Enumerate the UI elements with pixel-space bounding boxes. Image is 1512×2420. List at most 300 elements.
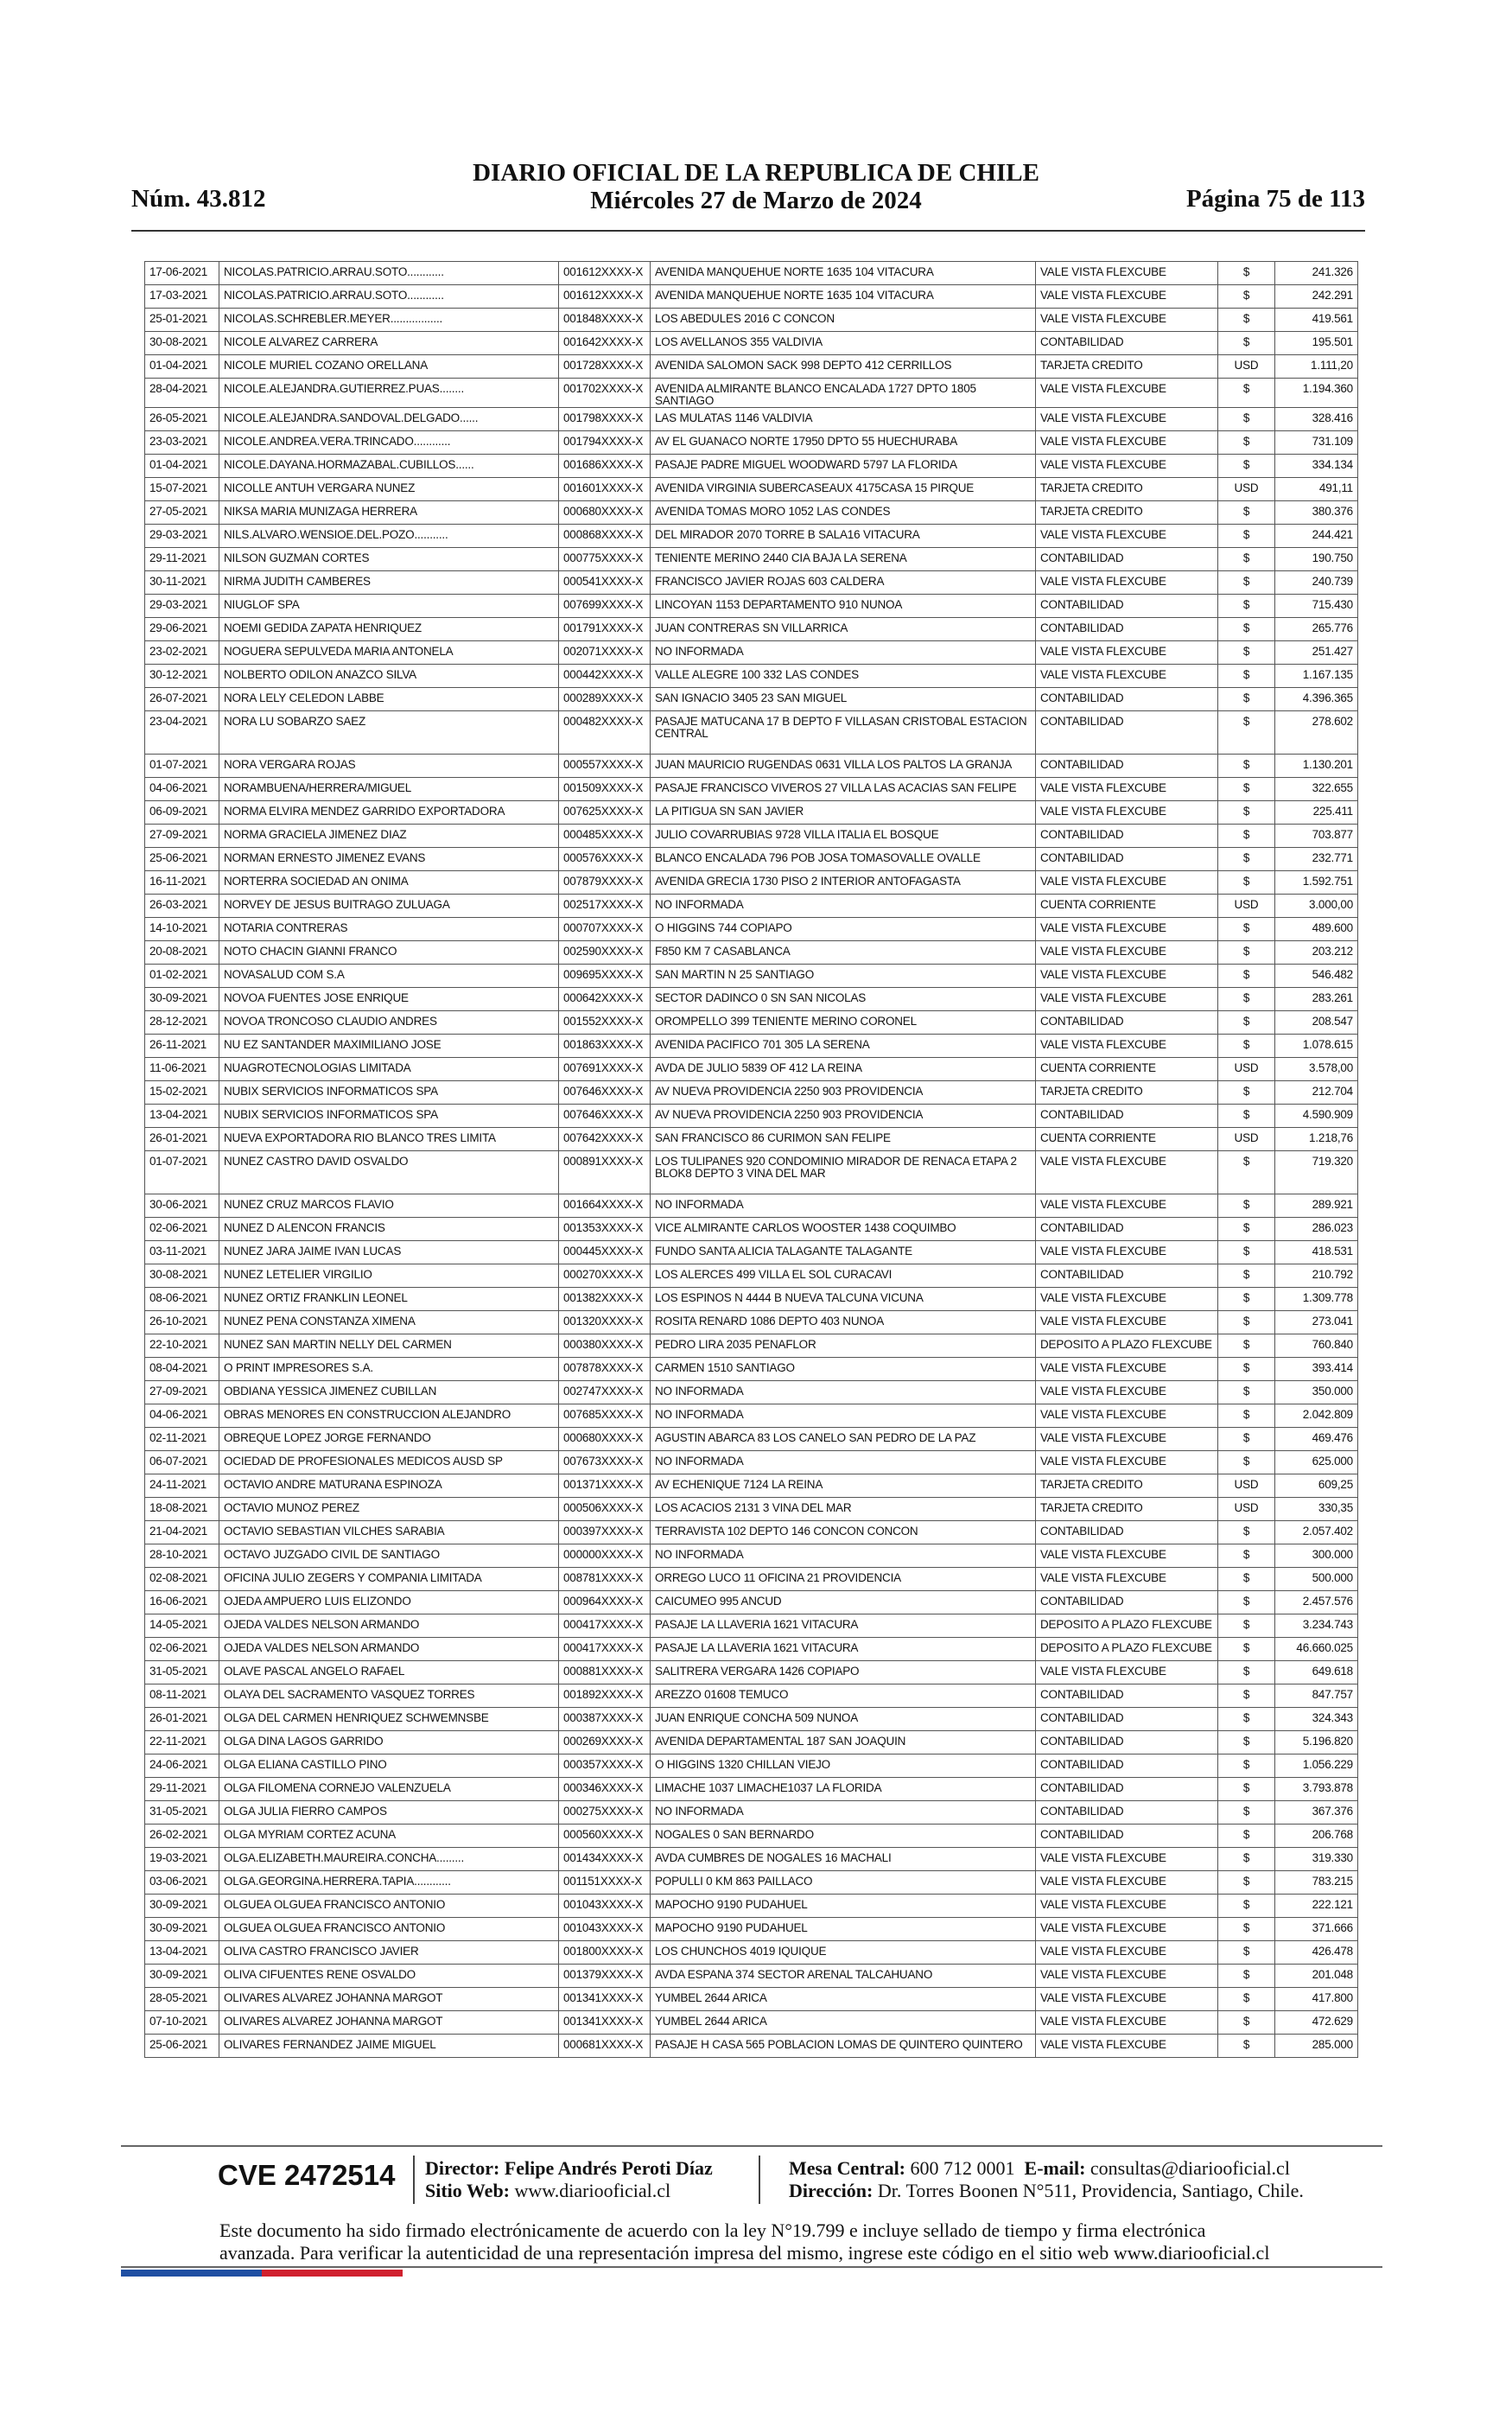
rut-cell: 001552XXXX-X: [559, 1011, 651, 1035]
rut-cell: 001601XXXX-X: [559, 478, 651, 501]
table-row: [145, 1638, 1358, 1661]
address-cell: SECTOR DADINCO 0 SN SAN NICOLAS: [651, 988, 1036, 1011]
currency-cell: $: [1218, 1311, 1275, 1334]
currency-cell: $: [1218, 1731, 1275, 1754]
product-cell: VALE VISTA FLEXCUBE: [1036, 918, 1218, 941]
currency-cell: $: [1218, 1965, 1275, 1988]
rut-cell: 001320XXXX-X: [559, 1311, 651, 1334]
date-cell: 29-03-2021: [145, 595, 219, 618]
currency-cell: $: [1218, 525, 1275, 548]
date-cell: 03-11-2021: [145, 1241, 219, 1264]
currency-cell: $: [1218, 1081, 1275, 1105]
amount-cell: 2.057.402: [1275, 1521, 1358, 1544]
director-name: Felipe Andrés Peroti Díaz: [504, 2157, 713, 2179]
product-cell: VALE VISTA FLEXCUBE: [1036, 285, 1218, 309]
name-cell: OCIEDAD DE PROFESIONALES MEDICOS AUSD SP: [219, 1451, 559, 1474]
date-cell: 30-08-2021: [145, 332, 219, 355]
product-cell: VALE VISTA FLEXCUBE: [1036, 1404, 1218, 1428]
amount-cell: 322.655: [1275, 778, 1358, 801]
table-row: [145, 918, 1358, 941]
address-cell: PASAJE H CASA 565 POBLACION LOMAS DE QUINTERO QUINTERO: [651, 2035, 1036, 2058]
footer-separator: [413, 2156, 415, 2204]
name-cell: OLIVARES FERNANDEZ JAIME MIGUEL: [219, 2035, 559, 2058]
amount-cell: 783.215: [1275, 1871, 1358, 1895]
table-row: [145, 1081, 1358, 1105]
issue-date: Miércoles 27 de Marzo de 2024: [590, 187, 922, 214]
product-cell: CONTABILIDAD: [1036, 1521, 1218, 1544]
date-cell: 21-04-2021: [145, 1521, 219, 1544]
web-link[interactable]: www.diariooficial.cl: [514, 2180, 671, 2201]
product-cell: CONTABILIDAD: [1036, 1801, 1218, 1825]
table-row: [145, 965, 1358, 988]
product-cell: VALE VISTA FLEXCUBE: [1036, 455, 1218, 478]
address-cell: FUNDO SANTA ALICIA TALAGANTE TALAGANTE: [651, 1241, 1036, 1264]
amount-cell: 278.602: [1275, 711, 1358, 755]
date-cell: 01-07-2021: [145, 755, 219, 778]
name-cell: NUAGROTECNOLOGIAS LIMITADA: [219, 1058, 559, 1081]
amount-cell: 1.130.201: [1275, 755, 1358, 778]
address-cell: LIMACHE 1037 LIMACHE1037 LA FLORIDA: [651, 1778, 1036, 1801]
rut-cell: 001612XXXX-X: [559, 285, 651, 309]
amount-cell: 208.547: [1275, 1011, 1358, 1035]
table-row: [145, 641, 1358, 665]
amount-cell: 210.792: [1275, 1264, 1358, 1288]
currency-cell: $: [1218, 801, 1275, 825]
address-cell: NO INFORMADA: [651, 895, 1036, 918]
table-row: [145, 2035, 1358, 2058]
currency-cell: $: [1218, 918, 1275, 941]
currency-cell: $: [1218, 755, 1275, 778]
name-cell: NICOLE ALVAREZ CARRERA: [219, 332, 559, 355]
amount-cell: 715.430: [1275, 595, 1358, 618]
table-row: [145, 1035, 1358, 1058]
table-row: [145, 1614, 1358, 1638]
rut-cell: 001800XXXX-X: [559, 1941, 651, 1965]
date-cell: 27-09-2021: [145, 1381, 219, 1404]
product-cell: CONTABILIDAD: [1036, 1264, 1218, 1288]
address-cell: NO INFORMADA: [651, 1404, 1036, 1428]
name-cell: NORMA GRACIELA JIMENEZ DIAZ: [219, 825, 559, 848]
address-cell: PASAJE PADRE MIGUEL WOODWARD 5797 LA FLORIDA: [651, 455, 1036, 478]
name-cell: NUEVA EXPORTADORA RIO BLANCO TRES LIMITA: [219, 1128, 559, 1151]
name-cell: NOEMI GEDIDA ZAPATA HENRIQUEZ: [219, 618, 559, 641]
product-cell: VALE VISTA FLEXCUBE: [1036, 1428, 1218, 1451]
address-cell: MAPOCHO 9190 PUDAHUEL: [651, 1918, 1036, 1941]
table-row: [145, 1404, 1358, 1428]
table-row: [145, 688, 1358, 711]
table-row: [145, 1591, 1358, 1614]
address-cell: AREZZO 01608 TEMUCO: [651, 1684, 1036, 1708]
amount-cell: 625.000: [1275, 1451, 1358, 1474]
product-cell: VALE VISTA FLEXCUBE: [1036, 1895, 1218, 1918]
name-cell: NORMAN ERNESTO JIMENEZ EVANS: [219, 848, 559, 871]
product-cell: VALE VISTA FLEXCUBE: [1036, 408, 1218, 431]
table-row: [145, 379, 1358, 408]
name-cell: OLGA ELIANA CASTILLO PINO: [219, 1754, 559, 1778]
table-row: [145, 1474, 1358, 1498]
address-cell: VALLE ALEGRE 100 332 LAS CONDES: [651, 665, 1036, 688]
amount-cell: 251.427: [1275, 641, 1358, 665]
rut-cell: 000417XXXX-X: [559, 1614, 651, 1638]
address-cell: PASAJE LA LLAVERIA 1621 VITACURA: [651, 1614, 1036, 1638]
amount-cell: 719.320: [1275, 1151, 1358, 1194]
amount-cell: 3.793.878: [1275, 1778, 1358, 1801]
date-cell: 29-11-2021: [145, 1778, 219, 1801]
table-row: [145, 1381, 1358, 1404]
name-cell: O PRINT IMPRESORES S.A.: [219, 1358, 559, 1381]
rut-cell: 000541XXXX-X: [559, 571, 651, 595]
product-cell: CONTABILIDAD: [1036, 1754, 1218, 1778]
currency-cell: $: [1218, 1334, 1275, 1358]
table-row: [145, 262, 1358, 285]
address-cell: PASAJE FRANCISCO VIVEROS 27 VILLA LAS ACACIAS SAN FELIPE: [651, 778, 1036, 801]
table-row: [145, 408, 1358, 431]
address-cell: BLANCO ENCALADA 796 POB JOSA TOMASOVALLE OVALLE: [651, 848, 1036, 871]
address-cell: AGUSTIN ABARCA 83 LOS CANELO SAN PEDRO DE LA PAZ: [651, 1428, 1036, 1451]
amount-cell: 371.666: [1275, 1918, 1358, 1941]
product-cell: DEPOSITO A PLAZO FLEXCUBE: [1036, 1614, 1218, 1638]
name-cell: NOTO CHACIN GIANNI FRANCO: [219, 941, 559, 965]
name-cell: NUBIX SERVICIOS INFORMATICOS SPA: [219, 1081, 559, 1105]
currency-cell: $: [1218, 778, 1275, 801]
product-cell: CONTABILIDAD: [1036, 825, 1218, 848]
amount-cell: 324.343: [1275, 1708, 1358, 1731]
date-cell: 06-07-2021: [145, 1451, 219, 1474]
amount-cell: 2.457.576: [1275, 1591, 1358, 1614]
table-row: [145, 825, 1358, 848]
address-cell: NO INFORMADA: [651, 1801, 1036, 1825]
address-cell: PASAJE MATUCANA 17 B DEPTO F VILLASAN CRISTOBAL ESTACION CENTRAL: [651, 711, 1036, 755]
currency-cell: $: [1218, 871, 1275, 895]
amount-cell: 350.000: [1275, 1381, 1358, 1404]
date-cell: 30-09-2021: [145, 1918, 219, 1941]
table-row: [145, 332, 1358, 355]
address-cell: SAN IGNACIO 3405 23 SAN MIGUEL: [651, 688, 1036, 711]
address-cell: AVDA ESPANA 374 SECTOR ARENAL TALCAHUANO: [651, 1965, 1036, 1988]
amount-cell: 319.330: [1275, 1848, 1358, 1871]
product-cell: VALE VISTA FLEXCUBE: [1036, 431, 1218, 455]
date-cell: 26-07-2021: [145, 688, 219, 711]
product-cell: CONTABILIDAD: [1036, 332, 1218, 355]
rut-cell: 001612XXXX-X: [559, 262, 651, 285]
name-cell: NIKSA MARIA MUNIZAGA HERRERA: [219, 501, 559, 525]
address-cell: AVENIDA TOMAS MORO 1052 LAS CONDES: [651, 501, 1036, 525]
table-row: [145, 1451, 1358, 1474]
product-cell: VALE VISTA FLEXCUBE: [1036, 309, 1218, 332]
amount-cell: 1.309.778: [1275, 1288, 1358, 1311]
product-cell: VALE VISTA FLEXCUBE: [1036, 778, 1218, 801]
name-cell: OLAVE PASCAL ANGELO RAFAEL: [219, 1661, 559, 1684]
currency-cell: $: [1218, 1801, 1275, 1825]
rut-cell: 001863XXXX-X: [559, 1035, 651, 1058]
currency-cell: $: [1218, 1194, 1275, 1218]
address-cell: PASAJE LA LLAVERIA 1621 VITACURA: [651, 1638, 1036, 1661]
name-cell: NICOLE.DAYANA.HORMAZABAL.CUBILLOS......: [219, 455, 559, 478]
date-cell: 07-10-2021: [145, 2011, 219, 2035]
address-cell: JUAN CONTRERAS SN VILLARRICA: [651, 618, 1036, 641]
product-cell: CONTABILIDAD: [1036, 548, 1218, 571]
name-cell: NUNEZ CRUZ MARCOS FLAVIO: [219, 1194, 559, 1218]
amount-cell: 426.478: [1275, 1941, 1358, 1965]
address-cell: AVENIDA PACIFICO 701 305 LA SERENA: [651, 1035, 1036, 1058]
name-cell: NUNEZ SAN MARTIN NELLY DEL CARMEN: [219, 1334, 559, 1358]
currency-cell: $: [1218, 988, 1275, 1011]
rut-cell: 000485XXXX-X: [559, 825, 651, 848]
currency-cell: $: [1218, 1754, 1275, 1778]
date-cell: 29-06-2021: [145, 618, 219, 641]
rut-cell: 001341XXXX-X: [559, 1988, 651, 2011]
rut-cell: 002590XXXX-X: [559, 941, 651, 965]
product-cell: CONTABILIDAD: [1036, 1731, 1218, 1754]
address-cell: FRANCISCO JAVIER ROJAS 603 CALDERA: [651, 571, 1036, 595]
amount-cell: 609,25: [1275, 1474, 1358, 1498]
currency-cell: $: [1218, 965, 1275, 988]
name-cell: OBREQUE LOPEZ JORGE FERNANDO: [219, 1428, 559, 1451]
currency-cell: $: [1218, 641, 1275, 665]
amount-cell: 489.600: [1275, 918, 1358, 941]
date-cell: 01-02-2021: [145, 965, 219, 988]
amount-cell: 1.078.615: [1275, 1035, 1358, 1058]
currency-cell: $: [1218, 1825, 1275, 1848]
product-cell: CONTABILIDAD: [1036, 1778, 1218, 1801]
footer-divider-bottom: [121, 2266, 1382, 2268]
address-cell: LA PITIGUA SN SAN JAVIER: [651, 801, 1036, 825]
rut-cell: 000681XXXX-X: [559, 2035, 651, 2058]
address-cell: LOS ACACIOS 2131 3 VINA DEL MAR: [651, 1498, 1036, 1521]
rut-cell: 000506XXXX-X: [559, 1498, 651, 1521]
product-cell: CONTABILIDAD: [1036, 1105, 1218, 1128]
product-cell: VALE VISTA FLEXCUBE: [1036, 641, 1218, 665]
amount-cell: 330,35: [1275, 1498, 1358, 1521]
currency-cell: $: [1218, 431, 1275, 455]
currency-cell: $: [1218, 1918, 1275, 1941]
address-cell: CAICUMEO 995 ANCUD: [651, 1591, 1036, 1614]
name-cell: OLIVA CASTRO FRANCISCO JAVIER: [219, 1941, 559, 1965]
date-cell: 14-10-2021: [145, 918, 219, 941]
rut-cell: 000680XXXX-X: [559, 501, 651, 525]
name-cell: OLGUEA OLGUEA FRANCISCO ANTONIO: [219, 1895, 559, 1918]
currency-cell: $: [1218, 1614, 1275, 1638]
name-cell: NICOLE MURIEL COZANO ORELLANA: [219, 355, 559, 379]
product-cell: VALE VISTA FLEXCUBE: [1036, 1358, 1218, 1381]
name-cell: NUBIX SERVICIOS INFORMATICOS SPA: [219, 1105, 559, 1128]
date-cell: 08-11-2021: [145, 1684, 219, 1708]
amount-cell: 232.771: [1275, 848, 1358, 871]
address-cell: PEDRO LIRA 2035 PENAFLOR: [651, 1334, 1036, 1358]
rut-cell: 000881XXXX-X: [559, 1661, 651, 1684]
amount-cell: 367.376: [1275, 1801, 1358, 1825]
web-label: Sitio Web:: [425, 2180, 511, 2201]
footer-contact-block: [789, 2157, 1304, 2202]
table-row: [145, 501, 1358, 525]
name-cell: OLGA JULIA FIERRO CAMPOS: [219, 1801, 559, 1825]
date-cell: 16-06-2021: [145, 1591, 219, 1614]
address-cell: NO INFORMADA: [651, 1451, 1036, 1474]
name-cell: OLGA DINA LAGOS GARRIDO: [219, 1731, 559, 1754]
date-cell: 19-03-2021: [145, 1848, 219, 1871]
date-cell: 03-06-2021: [145, 1871, 219, 1895]
table-row: [145, 1264, 1358, 1288]
date-cell: 30-09-2021: [145, 1895, 219, 1918]
name-cell: OCTAVIO MUNOZ PEREZ: [219, 1498, 559, 1521]
currency-cell: $: [1218, 1404, 1275, 1428]
date-cell: 13-04-2021: [145, 1941, 219, 1965]
rut-cell: 000270XXXX-X: [559, 1264, 651, 1288]
name-cell: NORA LELY CELEDON LABBE: [219, 688, 559, 711]
rut-cell: 002517XXXX-X: [559, 895, 651, 918]
rut-cell: 000417XXXX-X: [559, 1638, 651, 1661]
name-cell: NOTARIA CONTRERAS: [219, 918, 559, 941]
currency-cell: $: [1218, 571, 1275, 595]
address-cell: AVDA CUMBRES DE NOGALES 16 MACHALI: [651, 1848, 1036, 1871]
rut-cell: 000680XXXX-X: [559, 1428, 651, 1451]
rut-cell: 001794XXXX-X: [559, 431, 651, 455]
amount-cell: 201.048: [1275, 1965, 1358, 1988]
amount-cell: 203.212: [1275, 941, 1358, 965]
address-cell: ROSITA RENARD 1086 DEPTO 403 NUNOA: [651, 1311, 1036, 1334]
product-cell: CUENTA CORRIENTE: [1036, 1128, 1218, 1151]
rut-cell: 001892XXXX-X: [559, 1684, 651, 1708]
currency-cell: $: [1218, 1381, 1275, 1404]
name-cell: OCTAVIO SEBASTIAN VILCHES SARABIA: [219, 1521, 559, 1544]
date-cell: 16-11-2021: [145, 871, 219, 895]
table-row: [145, 1988, 1358, 2011]
amount-cell: 283.261: [1275, 988, 1358, 1011]
product-cell: CUENTA CORRIENTE: [1036, 895, 1218, 918]
rut-cell: 000000XXXX-X: [559, 1544, 651, 1568]
date-cell: 30-11-2021: [145, 571, 219, 595]
name-cell: NICOLE.ANDREA.VERA.TRINCADO............: [219, 431, 559, 455]
rut-cell: 007646XXXX-X: [559, 1081, 651, 1105]
table-row: [145, 895, 1358, 918]
name-cell: NUNEZ PENA CONSTANZA XIMENA: [219, 1311, 559, 1334]
table-row: [145, 1778, 1358, 1801]
date-cell: 02-08-2021: [145, 1568, 219, 1591]
product-cell: CONTABILIDAD: [1036, 848, 1218, 871]
date-cell: 04-06-2021: [145, 1404, 219, 1428]
product-cell: VALE VISTA FLEXCUBE: [1036, 1965, 1218, 1988]
date-cell: 18-08-2021: [145, 1498, 219, 1521]
legal-line-2: avanzada. Para verificar la autenticidad de una representación impresa del mismo, ingrese este código en el sitio web www.diariooficial.cl: [219, 2242, 1270, 2264]
date-cell: 27-05-2021: [145, 501, 219, 525]
date-cell: 26-10-2021: [145, 1311, 219, 1334]
rut-cell: 000275XXXX-X: [559, 1801, 651, 1825]
currency-cell: $: [1218, 1638, 1275, 1661]
name-cell: NUNEZ CASTRO DAVID OSVALDO: [219, 1151, 559, 1194]
product-cell: VALE VISTA FLEXCUBE: [1036, 1988, 1218, 2011]
rut-cell: 000380XXXX-X: [559, 1334, 651, 1358]
date-cell: 02-06-2021: [145, 1638, 219, 1661]
table-row: [145, 778, 1358, 801]
table-row: [145, 455, 1358, 478]
currency-cell: $: [1218, 848, 1275, 871]
currency-cell: $: [1218, 1848, 1275, 1871]
amount-cell: 241.326: [1275, 262, 1358, 285]
amount-cell: 2.042.809: [1275, 1404, 1358, 1428]
product-cell: VALE VISTA FLEXCUBE: [1036, 1918, 1218, 1941]
name-cell: NIUGLOF SPA: [219, 595, 559, 618]
amount-cell: 212.704: [1275, 1081, 1358, 1105]
address-cell: YUMBEL 2644 ARICA: [651, 2011, 1036, 2035]
address-cell: AVENIDA GRECIA 1730 PISO 2 INTERIOR ANTOFAGASTA: [651, 871, 1036, 895]
name-cell: OJEDA VALDES NELSON ARMANDO: [219, 1638, 559, 1661]
footer-separator: [759, 2156, 760, 2204]
rut-cell: 000346XXXX-X: [559, 1778, 651, 1801]
amount-cell: 419.561: [1275, 309, 1358, 332]
address-cell: VICE ALMIRANTE CARLOS WOOSTER 1438 COQUIMBO: [651, 1218, 1036, 1241]
rut-cell: 007691XXXX-X: [559, 1058, 651, 1081]
table-row: [145, 1151, 1358, 1194]
name-cell: NORMA ELVIRA MENDEZ GARRIDO EXPORTADORA: [219, 801, 559, 825]
address-cell: O HIGGINS 744 COPIAPO: [651, 918, 1036, 941]
table-row: [145, 618, 1358, 641]
currency-cell: $: [1218, 941, 1275, 965]
amount-cell: 46.660.025: [1275, 1638, 1358, 1661]
address-cell: TENIENTE MERINO 2440 CIA BAJA LA SERENA: [651, 548, 1036, 571]
table-row: [145, 1684, 1358, 1708]
rut-cell: 000357XXXX-X: [559, 1754, 651, 1778]
currency-cell: $: [1218, 1591, 1275, 1614]
newspaper-title: DIARIO OFICIAL DE LA REPUBLICA DE CHILE: [473, 159, 1039, 187]
currency-cell: $: [1218, 1778, 1275, 1801]
table-row: [145, 309, 1358, 332]
amount-cell: 1.218,76: [1275, 1128, 1358, 1151]
rut-cell: 008781XXXX-X: [559, 1568, 651, 1591]
rut-cell: 007625XXXX-X: [559, 801, 651, 825]
address-cell: AV NUEVA PROVIDENCIA 2250 903 PROVIDENCIA: [651, 1105, 1036, 1128]
product-cell: TARJETA CREDITO: [1036, 478, 1218, 501]
date-cell: 29-03-2021: [145, 525, 219, 548]
director-label: Director:: [425, 2157, 500, 2179]
address-cell: DEL MIRADOR 2070 TORRE B SALA16 VITACURA: [651, 525, 1036, 548]
date-cell: 17-03-2021: [145, 285, 219, 309]
rut-cell: 007879XXXX-X: [559, 871, 651, 895]
address-text: Dr. Torres Boonen N°511, Providencia, Santiago, Chile.: [877, 2180, 1304, 2201]
amount-cell: 393.414: [1275, 1358, 1358, 1381]
currency-cell: $: [1218, 1941, 1275, 1965]
table-row: [145, 1358, 1358, 1381]
email-link[interactable]: consultas@diariooficial.cl: [1090, 2157, 1290, 2179]
product-cell: VALE VISTA FLEXCUBE: [1036, 571, 1218, 595]
amount-cell: 328.416: [1275, 408, 1358, 431]
table-row: [145, 1801, 1358, 1825]
currency-cell: $: [1218, 548, 1275, 571]
currency-cell: $: [1218, 1568, 1275, 1591]
currency-cell: $: [1218, 1871, 1275, 1895]
currency-cell: $: [1218, 595, 1275, 618]
date-cell: 31-05-2021: [145, 1801, 219, 1825]
product-cell: VALE VISTA FLEXCUBE: [1036, 1241, 1218, 1264]
currency-cell: $: [1218, 262, 1275, 285]
table-row: [145, 1241, 1358, 1264]
product-cell: DEPOSITO A PLAZO FLEXCUBE: [1036, 1334, 1218, 1358]
table-row: [145, 711, 1358, 755]
name-cell: NORTERRA SOCIEDAD AN ONIMA: [219, 871, 559, 895]
date-cell: 31-05-2021: [145, 1661, 219, 1684]
amount-cell: 190.750: [1275, 548, 1358, 571]
table-row: [145, 285, 1358, 309]
table-row: [145, 941, 1358, 965]
name-cell: NUNEZ JARA JAIME IVAN LUCAS: [219, 1241, 559, 1264]
rut-cell: 000445XXXX-X: [559, 1241, 651, 1264]
table-row: [145, 755, 1358, 778]
date-cell: 26-11-2021: [145, 1035, 219, 1058]
address-cell: LOS CHUNCHOS 4019 IQUIQUE: [651, 1941, 1036, 1965]
address-cell: NO INFORMADA: [651, 1544, 1036, 1568]
amount-cell: 760.840: [1275, 1334, 1358, 1358]
address-cell: NOGALES 0 SAN BERNARDO: [651, 1825, 1036, 1848]
date-cell: 22-11-2021: [145, 1731, 219, 1754]
